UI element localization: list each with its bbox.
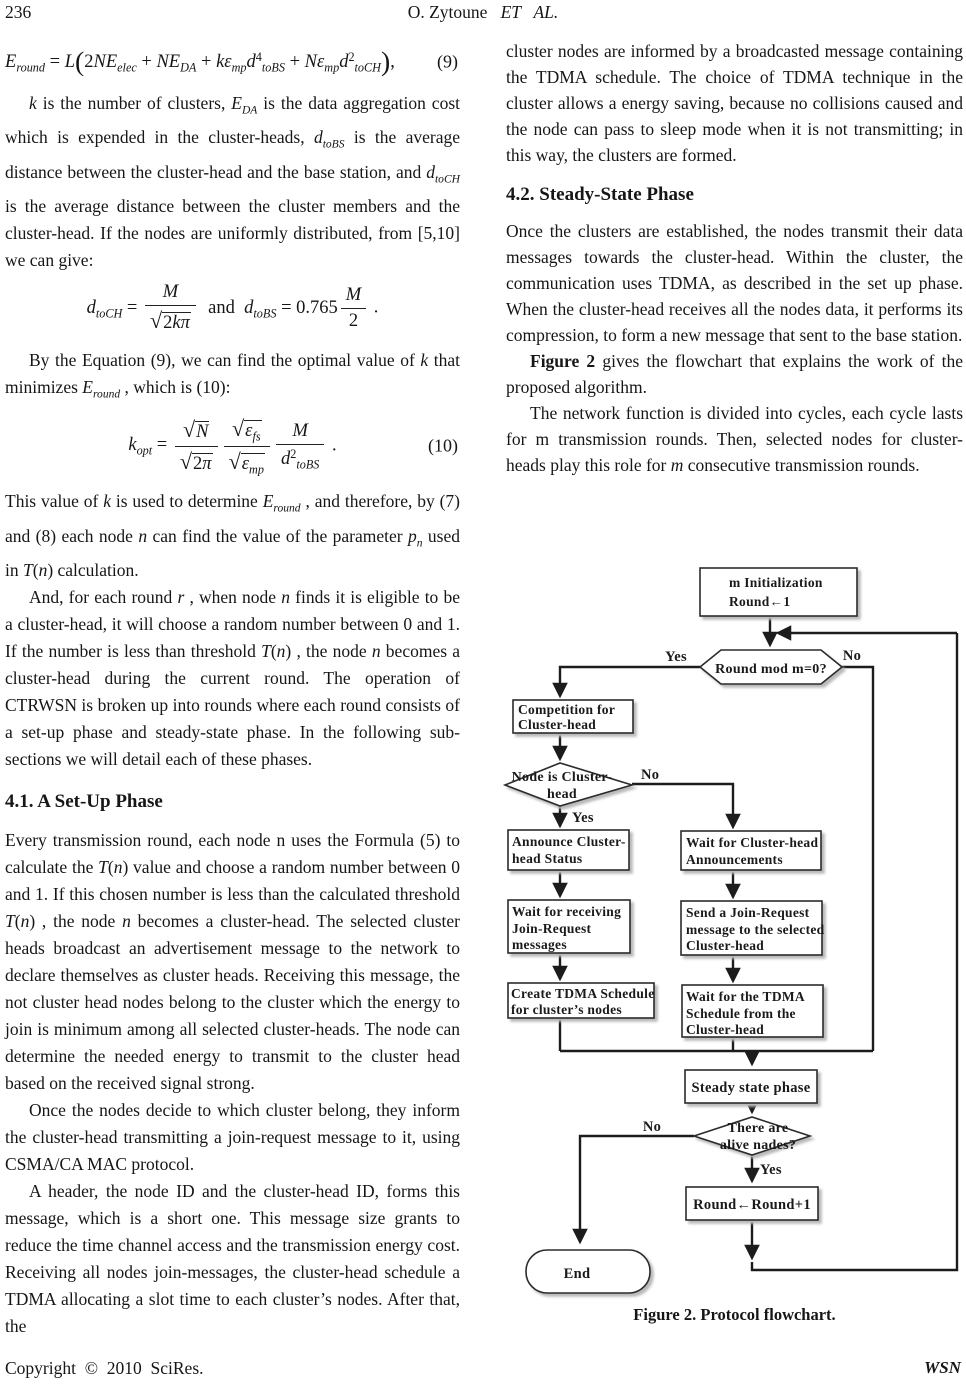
node-text: There are [727, 1121, 789, 1136]
equation-9-body: $E_{round} = L(2NE_{elec} + NE_{DA} + k\varepsilon_{mp}d^4_{toBS} + N\varepsilon_{mp}d^2_{toCH})$, [5, 46, 400, 77]
equation-lhs: $k_{opt}$ = [128, 435, 172, 458]
equation-9-number: (9) [437, 51, 458, 72]
flowchart-node-round-increment [686, 1187, 818, 1220]
sqrt-symbol: √ [182, 417, 196, 443]
node-text: Cluster-head [518, 717, 597, 732]
node-text: Announcements [686, 852, 783, 867]
flowchart-node-create-tdma [508, 983, 655, 1018]
node-text: Cluster-head [686, 938, 765, 953]
equation-mid: and $d_{toBS} = 0.765$ [198, 297, 338, 321]
paragraph: Once the nodes decide to which cluster belong, they inform the cluster-head transmitting a join-request message to it, using CSMA/CA MAC protocol. [5, 1100, 460, 1174]
node-text: for cluster’s nodes [511, 1002, 622, 1017]
copyright-notice: Copyright © 2010 SciRes. [5, 1358, 204, 1378]
paragraph: Figure 2 gives the flowchart that explains the work of the proposed algorithm. [506, 351, 963, 397]
journal-abbreviation: WSN [924, 1358, 961, 1377]
fraction: $\frac{M}{2}$ [341, 285, 366, 333]
paragraph: k is the number of clusters, $E_{DA}$ is the data aggregation cost which is expended in the cluster-heads, $d_{toBS}$ is the average distance between the cluster-head and the base station, and $d_{toCH}$ is the average distance between the cluster members and the cluster-head. If the nodes are uniformly distributed, from [5,10] we can give: [5, 92, 461, 271]
sqrt-symbol: √ [228, 448, 241, 474]
node-text: Wait for Cluster-head [686, 835, 819, 850]
edge-label-yes: Yes [572, 810, 594, 826]
fraction: $\frac{√\varepsilon_{fs}}{√\varepsilon_{mp}}$ [224, 416, 270, 476]
flowchart-node-wait-join-request [508, 900, 630, 953]
node-text: Create TDMA Schedule [511, 986, 655, 1001]
flowchart-node-end [526, 1250, 650, 1293]
node-text: alive nades? [719, 1138, 797, 1153]
equation-10-number: (10) [428, 435, 458, 456]
node-text: Round←Round+1 [693, 1197, 811, 1213]
equation-lhs: $d_{toCH}$ = [86, 297, 142, 321]
figure-caption: Figure 2. Protocol flowchart. [633, 1305, 836, 1324]
paragraph: And, for each round r , when node n finds it is eligible to be a cluster-head, it will choose a random number between 0 and 1. If the number is less than threshold T(n) , the node n becomes a cluster-head during the current round. The operation of CTRWSN is broken up into rounds where each round consists of a set-up phase and steady-state phase. In the following sub-sections we will detail each of these phases. [5, 587, 460, 769]
flowchart-node-send-join-request [681, 901, 825, 955]
sqrt-symbol: √ [231, 415, 245, 441]
edge-label-no: No [842, 648, 862, 664]
node-text: Round←1 [729, 594, 791, 609]
flowchart-decision-alive-nodes [694, 1117, 810, 1155]
paragraph: cluster nodes are informed by a broadcasted message containing the TDMA schedule. The choice of TDMA technique in the cluster allows a energy saving, because no collisions caused and the node can pass to sleep mode when it is not transmitting; in this way, the clusters are formed. [506, 41, 963, 165]
node-text: Wait for the TDMA [686, 989, 805, 1004]
fraction: $\frac{√N}{√2\pi}$ [175, 417, 218, 475]
edge-label-no: No [641, 767, 660, 783]
node-text: m Initialization [729, 575, 823, 590]
flowchart-node-wait-tdma [682, 985, 823, 1037]
equation-tail: . [369, 297, 379, 318]
flowchart-decision-node-is-ch [505, 763, 632, 806]
flowchart-node-competition [513, 700, 633, 733]
paragraph: The network function is divided into cycles, each cycle lasts for m transmission rounds. Then, selected nodes for cluster-heads play this role for m consecutive transmission rounds. [506, 403, 963, 475]
node-text: Steady state phase [691, 1080, 811, 1096]
node-text: Announce Cluster- [512, 834, 626, 849]
flowchart-node-announce [508, 830, 629, 870]
flowchart-node-init [700, 568, 857, 616]
running-title: O. Zytoune ET AL. [407, 2, 559, 22]
fraction: $\frac{M}{√2k\pi}$ [145, 282, 196, 335]
paragraph: This value of k is used to determine $E_{round}$ , and therefore, by (7) and (8) each node n can find the value of the parameter $p_n$ used in T(n) calculation. [5, 491, 461, 580]
flowchart-node-steady-state [685, 1070, 817, 1103]
sqrt-symbol: √ [179, 448, 193, 474]
section-heading-4-2: 4.2. Steady-State Phase [506, 184, 694, 205]
node-text: Schedule from the [686, 1006, 796, 1021]
edge-label-no: No [642, 1119, 662, 1135]
node-text: Cluster-head [686, 1022, 765, 1037]
node-text: Wait for receiving [512, 904, 622, 919]
node-text: End [563, 1266, 591, 1282]
flowchart-decision-round-mod [700, 650, 842, 684]
flowchart-node-wait-announcements [681, 831, 821, 870]
node-text: Send a Join-Request [686, 905, 810, 920]
section-heading-4-1: 4.1. A Set-Up Phase [5, 791, 163, 812]
paragraph: By the Equation (9), we can find the optimal value of k that minimizes $E_{round}$ , which is (10): [5, 349, 460, 400]
sqrt-symbol: √ [149, 308, 163, 334]
node-text: head [547, 787, 577, 802]
paragraph: Once the clusters are established, the nodes transmit their data messages towards the cluster-head. Within the cluster, the communication uses TDMA, as described in the set up phase. When the cluster-head receives all the nodes data, it performs its compression, to form a new message that sent to the base station. [506, 221, 963, 345]
node-text: Join-Request [512, 921, 592, 936]
equation-tail: . [327, 435, 337, 456]
paragraph: Every transmission round, each node n uses the Formula (5) to calculate the T(n) value and choose a random number between 0 and 1. If this chosen number is less than the calculated threshold T(n) , the node n becomes a cluster-head. The selected cluster heads broadcast an advertisement message to the network to declare themselves as cluster heads. Receiving this message, the not cluster head nodes belong to the cluster which the energy to join is minimum among all selected cluster-heads. The node can determine the needed energy to transmit to the cluster head based on the received signal strong. [5, 830, 460, 1093]
page-number: 236 [5, 2, 32, 22]
edge-label-yes: Yes [760, 1162, 782, 1178]
node-text: messages [512, 937, 567, 952]
edge-label-yes: Yes [665, 649, 687, 665]
node-text: Round mod m=0? [715, 662, 827, 677]
fraction: $\frac{M}{d^2_{toBS}}$ [276, 421, 324, 472]
paragraph: A header, the node ID and the cluster-head ID, forms this message, which is a short one. This message size grants to reduce the time channel access and the transmission energy cost. Receiving all nodes join-messages, the cluster-head schedule a TDMA allocating a slot time to each cluster’s nodes. After that, the [5, 1181, 460, 1336]
node-text: Node is Cluster- [511, 770, 613, 785]
node-text: message to the selected [686, 922, 825, 937]
node-text: Competition for [518, 702, 616, 717]
node-text: head Status [512, 851, 583, 866]
